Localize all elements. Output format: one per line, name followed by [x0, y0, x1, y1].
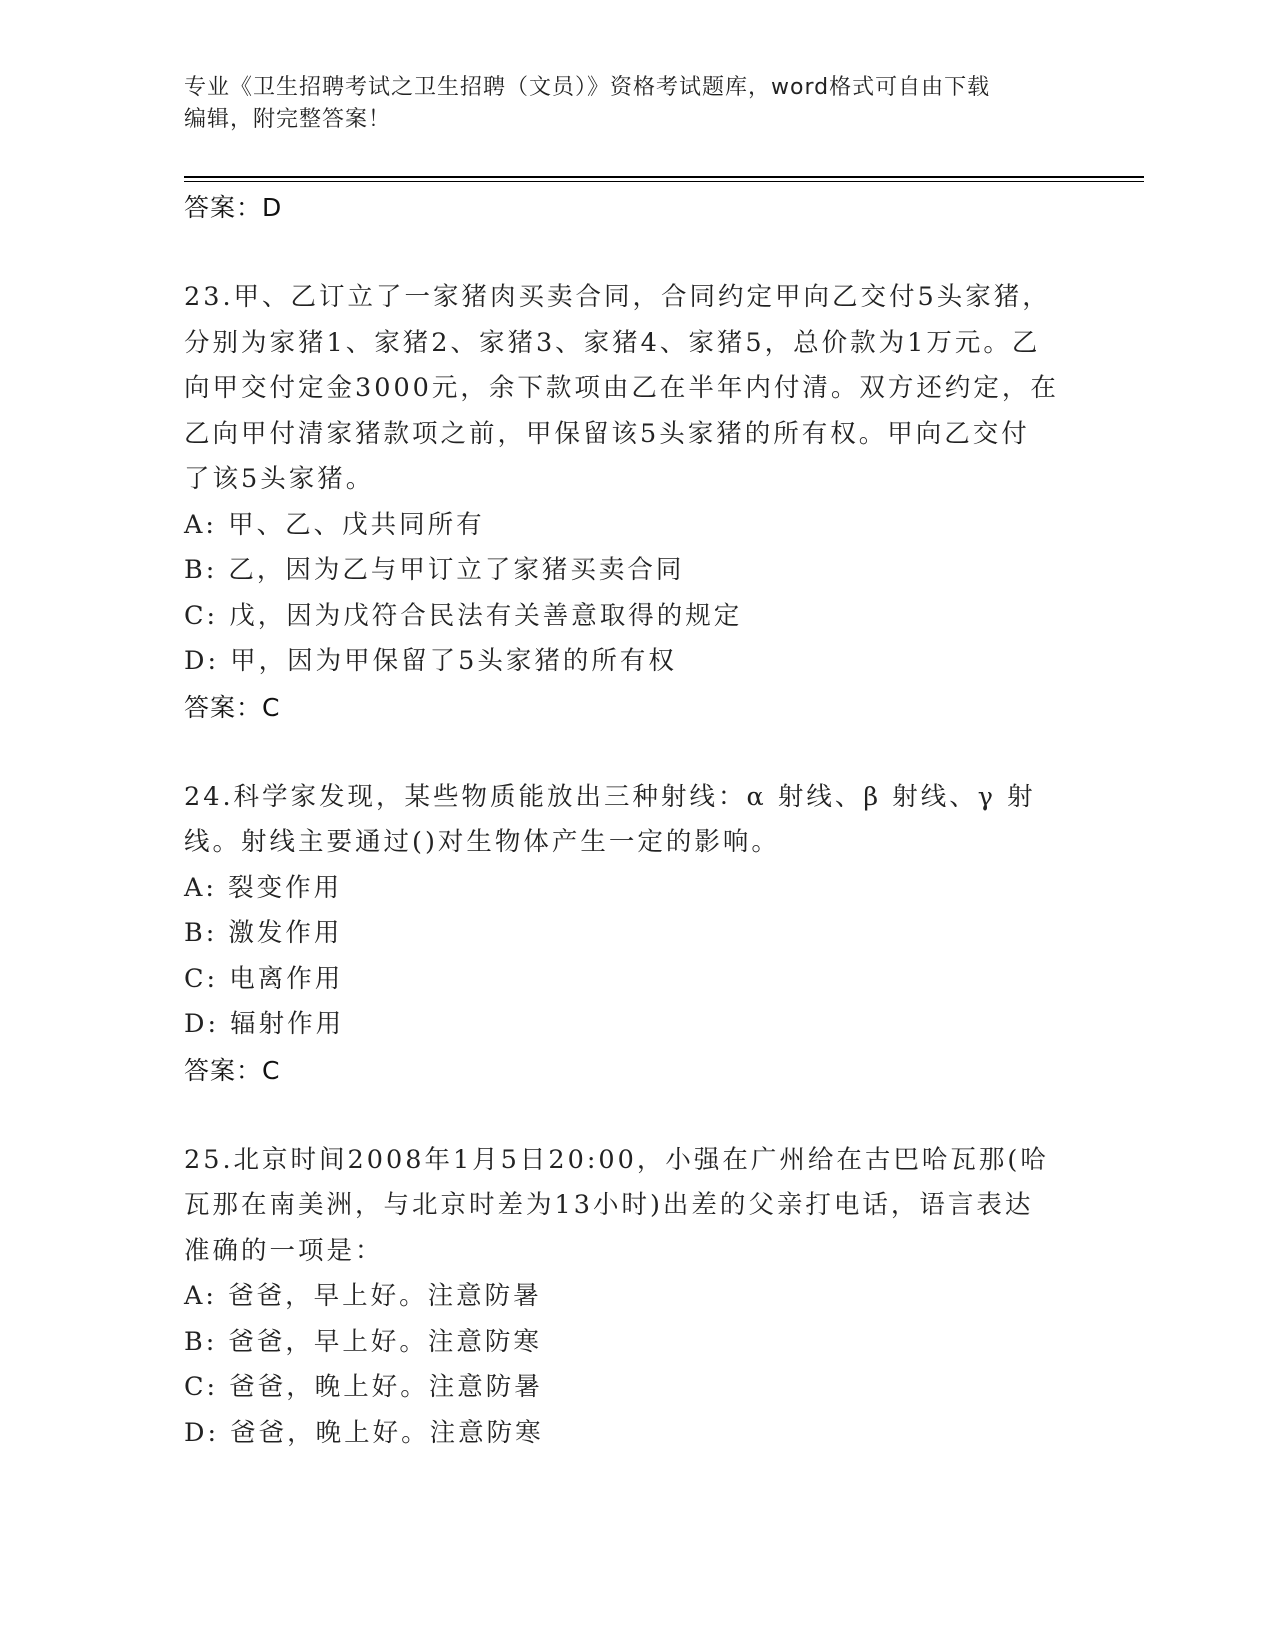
option-c: C: 戊，因为戊符合民法有关善意取得的规定 — [184, 600, 743, 631]
spacer — [184, 731, 1084, 775]
spacer — [184, 1094, 1084, 1138]
question-stem — [184, 1138, 1084, 1275]
question-list — [184, 185, 1084, 1456]
header-line-2: 编辑，附完整答案！ — [184, 107, 392, 132]
page-header — [184, 72, 1064, 136]
stem-line: 了该5头家猪。 — [184, 464, 375, 494]
stem-line: 瓦那在南美洲，与北京时差为13小时)出差的父亲打电话，语言表达 — [184, 1190, 1034, 1220]
option-a: A: 爸爸，早上好。注意防暑 — [184, 1281, 542, 1311]
stem-line: 乙向甲付清家猪款项之前，甲保留该5头家猪的所有权。甲向乙交付 — [184, 418, 1030, 449]
option-d: D: 辐射作用 — [184, 1009, 345, 1039]
stem-line: 向甲交付定金3000元，余下款项由乙在半年内付清。双方还约定，在 — [184, 373, 1059, 403]
header-rule-thick — [184, 176, 1144, 178]
option-c: C: 电离作用 — [184, 963, 344, 994]
answer-line: 答案：C — [184, 1055, 281, 1085]
option-b: B: 乙，因为乙与甲订立了家猪买卖合同 — [184, 555, 685, 585]
option-c: C: 爸爸，晚上好。注意防暑 — [184, 1372, 543, 1402]
option-a: A: 裂变作用 — [184, 872, 343, 903]
answer-line: 答案：D — [184, 193, 283, 222]
option-d: D: 爸爸，晚上好。注意防寒 — [184, 1417, 544, 1448]
stem-line: 线。射线主要通过()对生物体产生一定的影响。 — [184, 827, 780, 857]
answer-line: 答案：C — [184, 692, 281, 722]
option-b: B: 激发作用 — [184, 918, 343, 948]
question-25 — [184, 1138, 1084, 1457]
question-23 — [184, 275, 1084, 731]
spacer — [184, 231, 1084, 275]
header-line-1: 专业《卫生招聘考试之卫生招聘（文员）》资格考试题库，word格式可自由下载 — [184, 75, 991, 100]
question-24 — [184, 775, 1084, 1094]
stem-line: 准确的一项是： — [184, 1235, 384, 1266]
stem-line: 25.北京时间2008年1月5日20:00，小强在广州给在古巴哈瓦那(哈 — [184, 1144, 1049, 1175]
question-stem — [184, 775, 1084, 866]
header-rule-thin — [184, 181, 1144, 182]
stem-line: 24.科学家发现，某些物质能放出三种射线：α 射线、β 射线、γ 射 — [184, 781, 1036, 812]
option-d: D: 甲，因为甲保留了5头家猪的所有权 — [184, 646, 677, 676]
option-b: B: 爸爸，早上好。注意防寒 — [184, 1326, 542, 1357]
question-stem — [184, 275, 1084, 503]
stem-line: 分别为家猪1、家猪2、家猪3、家猪4、家猪5，总价款为1万元。乙 — [184, 327, 1041, 358]
stem-line: 23.甲、乙订立了一家猪肉买卖合同，合同约定甲向乙交付5头家猪， — [184, 282, 1051, 312]
option-a: A: 甲、乙、戊共同所有 — [184, 509, 485, 540]
